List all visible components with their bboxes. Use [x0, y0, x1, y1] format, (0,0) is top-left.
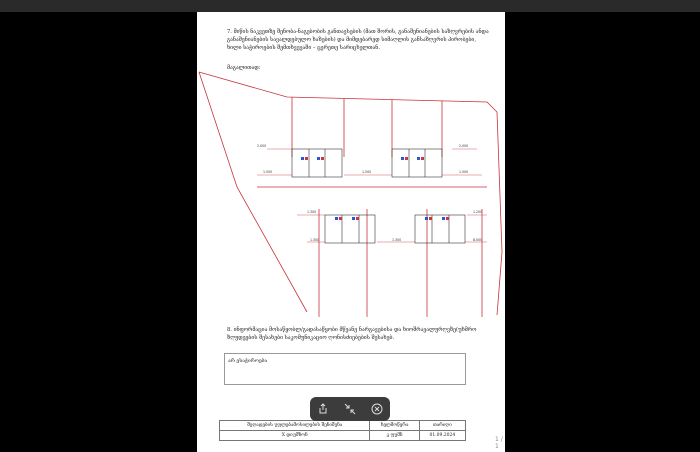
dim-label: 1.300 [307, 210, 317, 214]
site-plan [197, 67, 505, 367]
dim-label: 2.000 [257, 144, 267, 148]
dim-label: 1.300 [392, 238, 402, 242]
dim-label: 1.200 [473, 210, 483, 214]
dim-label: 1.500 [459, 170, 469, 174]
sig-signature: კ ფუმნ [370, 431, 419, 441]
document-page [197, 12, 505, 452]
dimension-labels [257, 144, 482, 242]
share-icon[interactable] [315, 401, 331, 417]
notes-box-text: არ ესაჭიროება [228, 358, 268, 364]
sig-date: 01.09.2024 [419, 431, 465, 441]
dim-label: 2.000 [459, 144, 469, 148]
close-icon[interactable] [369, 401, 385, 417]
dim-label: 1.500 [362, 170, 372, 174]
page-number: 1 / 1 [495, 436, 503, 450]
dim-label: 1.500 [263, 170, 273, 174]
sig-role: X დიუმზონ [220, 431, 370, 441]
dim-label: 1.300 [310, 238, 320, 242]
dim-label: 8.000 [473, 238, 483, 242]
sig-header-signature: ხელმოწერა [370, 421, 419, 431]
floating-toolbar [310, 397, 390, 421]
site-outline [199, 72, 502, 317]
sig-header-role: შეღადების უფლებამოსილების შენიშვნა [220, 421, 370, 431]
section-7-text: 7. მიწის ნაკვეთზე შენობა-ნაგებობის განთავსების (მათ შორის, განაშენიანების საზღვრების ანდა განაშენიანების სავალდებულო ხაზების) და მიმდებარედ სიმაღლის განსაზღვრის პირობები, ხილი საჭიროების შემთხვევაში – ცერეთე სარიცხელთან. [227, 29, 489, 51]
collapse-icon[interactable] [342, 401, 358, 417]
viewer-top-bar [0, 0, 700, 12]
dimension-lines [257, 149, 487, 242]
signature-table [219, 420, 466, 441]
buildings [292, 149, 465, 243]
section-8-text: 8. ინფორმაცია მოსაწყობლ/გადასაწყობი მწვანე ნარგავებისა და ხიოშრავალურღვზე(უხმრო ზღუდეების შესახები საკომუნიკაციო ღონისძიებების შესახებ. [227, 327, 477, 341]
notes-box [224, 353, 466, 385]
sig-header-date: თარიღი [419, 421, 465, 431]
example-label: მაგალითად: [227, 65, 261, 71]
